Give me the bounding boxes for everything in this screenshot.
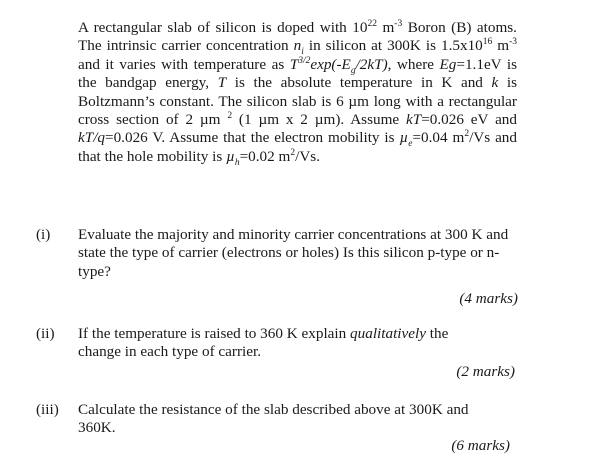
question-3-text: Calculate the resistance of the slab described above at 300K and 360K. — [78, 401, 469, 437]
question-1-text: Evaluate the majority and minority carrier concentrations at 300 K and state the type of carrier (electrons or holes) Is this silicon p-type or n-type? — [78, 226, 509, 280]
question-2-text: If the temperature is raised to 360 K explain qualitatively the change in each type of carrier. — [78, 325, 449, 361]
question-3-number: (iii) — [36, 401, 59, 418]
question-2-marks: (2 marks) — [456, 363, 515, 380]
question-3-marks: (6 marks) — [451, 437, 510, 454]
question-2-number: (ii) — [36, 325, 55, 342]
question-1-marks: (4 marks) — [459, 290, 518, 307]
problem-statement: A rectangular slab of silicon is doped with $10^{22}$ $m^{-3}$ Boron (B) atoms. The intrinsic carrier concentration $n_i$ in silicon at 300K is $1.5x10^{16}$ $m^{-3}$ and it varies with temperature as $T^{3/2}\exp(-E_g/2kT)$, where Eg=1.1eV is the bandgap energy, T is the absolute temperature in K and k is Boltzmann’s constant. The silicon slab is 6 µm long with a rectangular cross section of 2 µm $^2$ (1 µm x 2 µm). Assume kT=0.026 eV and kT/q=0.026 V. Assume that the electron mobility is µ$_e$=0.04 $m^2/Vs$ and that the hole mobility is µ$_h$=0.02 $m^2/Vs$. — [78, 18, 517, 168]
question-1-number: (i) — [36, 226, 51, 243]
